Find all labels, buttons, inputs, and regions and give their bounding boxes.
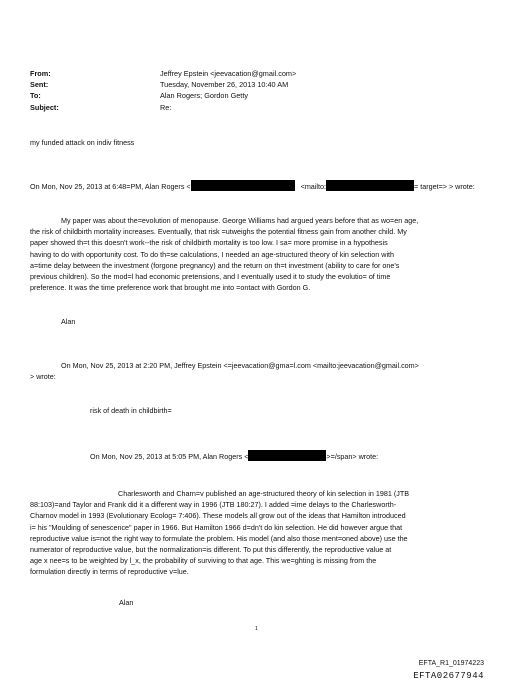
to-value: Alan Rogers; Gordon Getty [160, 91, 249, 101]
to-label: To: [30, 91, 41, 101]
paragraph-line: the risk of childbirth mortality increases. Eventually, that risk =utweighs the potential fitness gain from another child. My [30, 227, 407, 237]
sent-label: Sent: [30, 80, 49, 90]
quote3-suffix: >=/span> wrote: [326, 452, 379, 461]
quote2-line: On Mon, Nov 25, 2013 at 2:20 PM, Jeffrey Epstein <=jeevacation@gma=l.com <mailto:jeevacation@gmail.com> [61, 361, 419, 370]
paragraph-line: preference. It was the time preference work that brought me into =ontact with Gordon G. [30, 283, 311, 293]
paragraph-line: Charlesworth and Charn=v published an age-structured theory of kin selection in 1981 (JTB [118, 489, 410, 498]
paragraph-line: Charnov model in 1993 (Evolutionary Ecolog= 7:406). These models all grow out of the ideas that Hamilton introduced [30, 511, 406, 521]
paragraph-line: paper showed th=t this doesn't work--the risk of childbirth mortality is too low. I sa= more promise in a hypothesis [30, 238, 388, 248]
sent-value: Tuesday, November 26, 2013 10:40 AM [160, 80, 289, 90]
paragraph-line: numerator of reproductive value, but the normalization=is different. To put this differently, the reproductive value at [30, 545, 392, 555]
paragraph-line: formulation directly in terms of reproductive v=lue. [30, 567, 189, 577]
opening-line: my funded attack on indiv fitness [30, 138, 135, 147]
paragraph-line: age x nee=s to be weighted by l_x, the probability of surviving to that age. This we=ghting is missing from the [30, 556, 377, 566]
bates-number-primary: EFTA_R1_01974223 [418, 660, 484, 667]
header-sent-row [30, 79, 296, 90]
signature-alan: Alan [61, 317, 76, 326]
redaction-block [326, 180, 414, 191]
quote1-suffix: = target=> > wrote: [414, 182, 475, 191]
page-number: 1 [255, 626, 259, 632]
redaction-block [248, 450, 326, 461]
paragraph-kin-selection [30, 488, 409, 578]
bates-number-secondary: EFTA02677944 [413, 671, 484, 681]
quote1-prefix: On Mon, Nov 25, 2013 at 6:48=PM, Alan Rogers < [30, 182, 191, 191]
signature-alan: Alan [119, 598, 134, 607]
header-to-row [30, 90, 296, 101]
from-label: From: [30, 69, 51, 78]
email-header [30, 68, 296, 113]
header-subject-row [30, 102, 296, 113]
paragraph-line: reproductive value is=not the right way to formulate the problem. His model (and also those ment=oned above) use the [30, 533, 408, 543]
paragraph-line: My paper was about the=evolution of menopause. George Williams had argued years before that as wo=en age, [61, 216, 419, 225]
paragraph-line: i= his "Moulding of senescence" paper in 1966. But Hamilton 1966 d=dn't do kin selection. He did however argue that [30, 522, 403, 532]
quote2-line: > wrote: [30, 372, 56, 382]
quote-header-2 [30, 360, 419, 382]
paragraph-line: 88:103)=and Taylor and Frank did it a different way in 1996 (JTB 180:27). I added =ime delays to the Charlesworth- [30, 500, 397, 510]
paragraph-line: having to do with opportunity cost. To do th=se calculations, I needed an age-structured theory of kin selection with [30, 249, 395, 259]
paragraph-menopause [30, 215, 418, 293]
quote-header-1 [30, 180, 475, 192]
redaction-block [191, 180, 295, 191]
from-value: Jeffrey Epstein <jeevacation@gmail.com> [160, 69, 297, 78]
header-from-row [30, 68, 296, 79]
quote1-mailto: <mailto: [300, 182, 326, 191]
quote-header-3 [90, 450, 378, 462]
risk-line: risk of death in childbirth= [90, 406, 172, 415]
subject-label: Subject: [30, 102, 59, 112]
paragraph-line: a=time delay between the investment (forgone pregnancy) and the return on th=t investment (ability to care for one's [30, 260, 400, 270]
paragraph-line: previous children). So the mod=l had economic pretensions, and I eventually used it to study the evolutio= of time [30, 272, 391, 282]
quote3-prefix: On Mon, Nov 25, 2013 at 5:05 PM, Alan Rogers < [90, 452, 249, 461]
subject-value: Re: [160, 102, 172, 112]
